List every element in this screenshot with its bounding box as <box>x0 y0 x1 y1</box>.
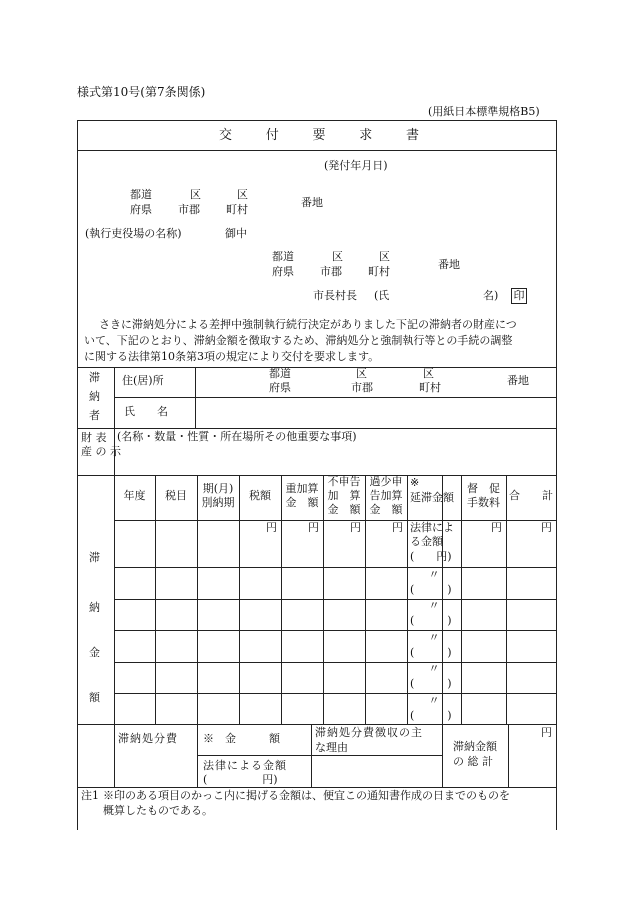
ditto-row-2: 〃 <box>428 568 440 581</box>
paren-row-4: ( ) <box>410 646 452 659</box>
grand-total-line-2: の 総 計 <box>453 755 493 768</box>
ditto-row-3: 〃 <box>428 599 440 612</box>
header-tokusoku-1: 督 促 <box>467 482 500 495</box>
yen-total: 円 <box>541 521 552 534</box>
issue-date: (発付年月日) <box>324 159 388 172</box>
signer-name-open: (氏 <box>374 289 390 302</box>
grand-total-line-1: 滞納金額 <box>453 740 497 753</box>
paren-row-6: ( ) <box>410 709 452 722</box>
header-zeimoku: 税目 <box>165 489 187 502</box>
header-zeigaku: 税額 <box>249 489 271 502</box>
paren-row-3: ( ) <box>410 614 452 627</box>
taxpayer-address-label: 住(居)所 <box>122 374 164 387</box>
note-1-number: 注1 <box>81 789 99 802</box>
yen-juka: 円 <box>308 521 319 534</box>
note-1-line-2: 概算したものである。 <box>103 804 213 817</box>
header-fushinkoku-3: 金 額 <box>327 503 361 516</box>
header-entai: 延滞金額 <box>410 491 454 504</box>
note-1-line-1: ※印のある項目のかっこ内に掲げる金額は、便宜この通知書作成の日までのものを <box>103 789 510 802</box>
grand-total-yen: 円 <box>541 726 552 739</box>
header-juka-2: 金 額 <box>285 496 319 509</box>
property-label-2: 産 の 示 <box>81 445 121 458</box>
header-kasho-1: 過少申 <box>369 475 403 488</box>
seal-mark: 印 <box>511 288 527 304</box>
header-total: 合 計 <box>509 489 553 502</box>
body-line-2: いて、下記のとおり、滞納金額を徴取するため、滞納処分と強制執行等との手続の調整 <box>84 334 513 347</box>
header-fushinkoku-2: 加 算 <box>327 489 361 502</box>
yen-kasho: 円 <box>392 521 403 534</box>
fee-reason-line-1: 滞納処分費徴収の主 <box>315 726 423 739</box>
header-tokusoku-2: 手数料 <box>467 496 500 509</box>
header-kasho-3: 金 額 <box>369 503 403 516</box>
header-fushinkoku-1: 不申告 <box>327 475 361 488</box>
body-line-3: に関する法律第10条第3項の規定により交付を要求します。 <box>84 350 380 363</box>
fee-label: 滞納処分費 <box>118 732 178 745</box>
paren-row-5: ( ) <box>410 677 452 690</box>
fee-amount-label: ※ 金 額 <box>203 732 280 745</box>
form-number: 様式第10号(第7条関係) <box>77 85 206 99</box>
ditto-row-6: 〃 <box>428 694 440 707</box>
header-kigen-2: 別納期 <box>201 496 235 509</box>
property-label-1: 財 表 <box>81 431 107 444</box>
yen-tokusoku: 円 <box>491 521 502 534</box>
paren-row-2: ( ) <box>410 583 452 596</box>
fee-law-line-1: 法律による金額 <box>203 759 287 772</box>
ditto-row-4: 〃 <box>428 631 440 644</box>
law-amount-1: 法律によ <box>410 521 454 534</box>
body-line-1: さきに滞納処分による差押中強制執行続行決定がありました下記の滞納者の財産につ <box>99 318 517 331</box>
yen-fushinkoku: 円 <box>350 521 361 534</box>
header-juka-1: 重加算 <box>285 482 319 495</box>
header-kigen-1: 期(月) <box>202 482 234 495</box>
law-amount-3: ( 円) <box>410 550 452 563</box>
fee-law-line-2: ( 円) <box>203 773 278 786</box>
ditto-row-5: 〃 <box>428 662 440 675</box>
document-title: 交 付 要 求 書 <box>219 128 419 143</box>
recipient-name: (執行吏役場の名称) <box>85 227 182 240</box>
request-form: 交 付 要 求 書 (発付年月日) 都道 府県 区 市郡 区 町村 番地 (執行吏役場の名称) 御中 都道 府県 区 市郡 区 町村 番地 市長村長 (氏 名) 印 さきに滞納処分による差押中強制執行続行決定がありました下記の滞納者の財産につ いて、下記のとおり、滞納金額を徴取するため、滞納処分と強制執行等との手続の調整 に関する法律第10条第3項の規定により交付を要求します。 滞 納 者 住(居)所 都道 府県 区 市郡 区 町村 番地 氏 名 財 表 産 の 示 (名称・数量・性質・所在場所その他重要な事項) 滞 納 金 額 年度 税目 期(月) 別納期 税額 重加算 金 額 不申告 加 算 金 額 過少申 告加算 金 額 ※ 延滞金額 督 促 手数料 合 計 円 円 円 円 円 円 法律によ る金額 ( 円) 〃 ( ) 〃 ( ) 〃 ( ) 〃 ( ) 〃 ( ) 滞納処分費 ※ 金 額 法律による金額 ( 円) 滞納処分費徴収の主 な理由 滞納金額 の 総 計 円 注1 ※印のある項目のかっこ内に掲げる金額は、便宜この通知書作成の日までのものを 概算したものである。 <box>77 120 556 830</box>
recipient-honorific: 御中 <box>225 227 247 240</box>
header-kasho-2: 告加算 <box>369 489 403 502</box>
paper-size-note: (用紙日本標準規格B5) <box>428 105 540 118</box>
property-description: (名称・数量・性質・所在場所その他重要な事項) <box>117 430 357 443</box>
law-amount-2: る金額 <box>410 535 443 548</box>
yen-zeigaku: 円 <box>266 521 277 534</box>
fee-reason-line-2: な理由 <box>315 741 348 754</box>
header-nendo: 年度 <box>123 489 146 502</box>
signer-name-close: 名) <box>483 289 499 302</box>
taxpayer-name-label: 氏 名 <box>124 405 168 418</box>
signer-title: 市長村長 <box>313 289 357 302</box>
header-entai-mark: ※ <box>410 476 420 489</box>
